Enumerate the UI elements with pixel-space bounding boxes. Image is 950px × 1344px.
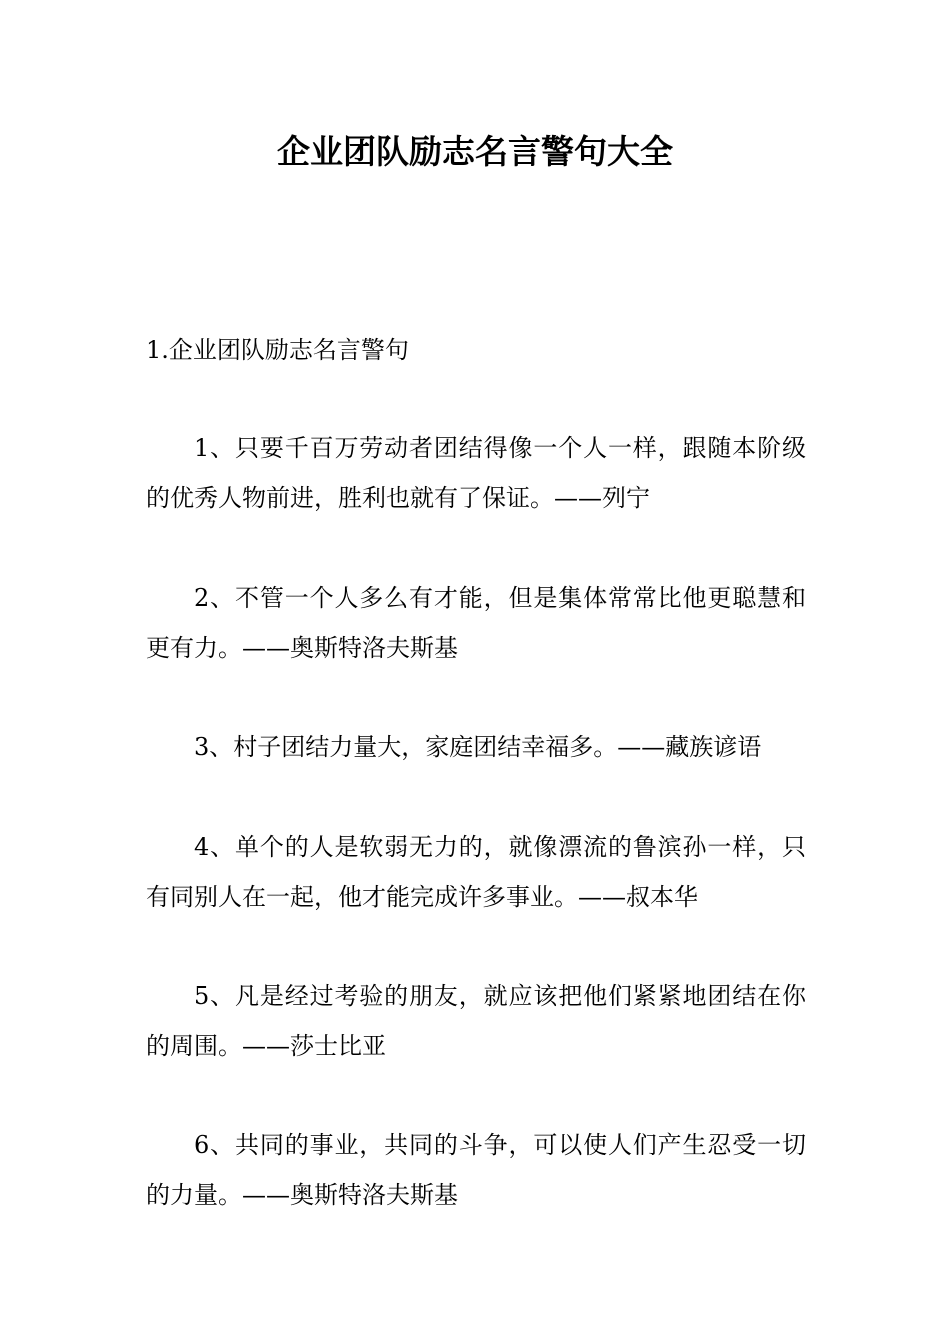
document-title: 企业团队励志名言警句大全 (277, 132, 673, 171)
quote-paragraph-2: 2、不管一个人多么有才能，但是集体常常比他更聪慧和更有力。——奥斯特洛夫斯基 (146, 584, 806, 662)
section-heading: 1.企业团队励志名言警句 (146, 336, 409, 364)
quote-paragraph-4: 4、单个的人是软弱无力的，就像漂流的鲁滨孙一样，只有同别人在一起，他才能完成许多事业。——叔本华 (146, 833, 806, 911)
quote-paragraph-1: 1、只要千百万劳动者团结得像一个人一样，跟随本阶级的优秀人物前进，胜利也就有了保证。——列宁 (146, 434, 806, 512)
quote-paragraph-6: 6、共同的事业，共同的斗争，可以使人们产生忍受一切的力量。——奥斯特洛夫斯基 (146, 1131, 806, 1209)
quote-paragraph-5: 5、凡是经过考验的朋友，就应该把他们紧紧地团结在你的周围。——莎士比亚 (146, 982, 806, 1060)
quote-paragraph-3: 3、村子团结力量大，家庭团结幸福多。——藏族谚语 (194, 733, 762, 761)
